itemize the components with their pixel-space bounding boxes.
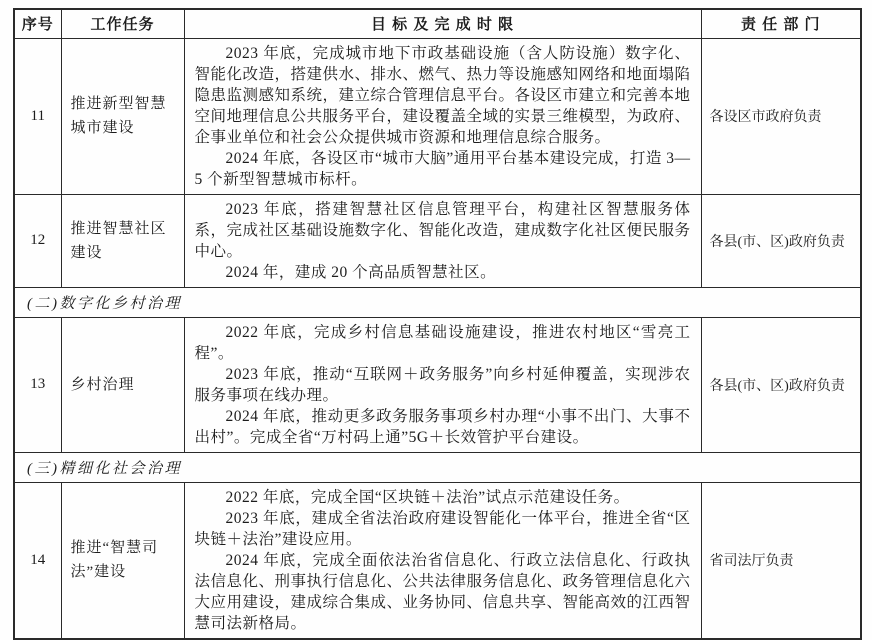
goal-text: [184, 194, 701, 287]
task-name: 乡村治理: [61, 317, 184, 452]
table-row: [14, 38, 861, 194]
goal-paragraph: 2023 年底，推动“互联网＋政务服务”向乡村延伸覆盖，实现涉农服务事项在线办理。: [194, 365, 691, 404]
table-header-row: [14, 9, 861, 38]
col-header-task: 工作任务: [61, 9, 184, 38]
goal-text: [184, 317, 701, 452]
goal-paragraph: 2022 年底，完成全国“区块链＋法治”试点示范建设任务。: [225, 488, 630, 506]
col-header-goal: 目 标 及 完 成 时 限: [184, 9, 701, 38]
goal-text: [184, 482, 701, 639]
task-name: 推进“智慧司法”建设: [61, 482, 184, 639]
responsible-dept: 省司法厅负责: [701, 482, 861, 639]
goal-text: [184, 38, 701, 194]
goal-paragraph: 2024 年底，各设区市“城市大脑”通用平台基本建设完成，打造 3—5 个新型智慧城市标杆。: [194, 149, 691, 188]
section-header-row: [14, 452, 861, 482]
goal-paragraph: 2022 年底，完成乡村信息基础设施建设，推进农村地区“雪亮工程”。: [194, 323, 691, 362]
goal-paragraph: 2023 年底，建成全省法治政府建设智能化一体平台，推进全省“区块链＋法治”建设应用。: [194, 509, 691, 548]
col-header-no: 序号: [14, 9, 61, 38]
row-number: 11: [14, 38, 61, 194]
section-header-row: [14, 287, 861, 317]
goal-paragraph: 2023 年底，完成城市地下市政基础设施（含人防设施）数字化、智能化改造，搭建供水、排水、燃气、热力等设施感知网络和地面塌陷隐患监测感知系统，建立综合管理信息平台。各设区市建立和完善本地空间地理信息公共服务平台，建设覆盖全域的实景三维模型，为政府、企事业单位和社会公众提供城市资源和地理信息综合服务。: [194, 44, 691, 146]
goal-paragraph: 2024 年，建成 20 个高品质智慧社区。: [225, 263, 497, 281]
col-header-dept: 责 任 部 门: [701, 9, 861, 38]
section-title: (二)数字化乡村治理: [14, 287, 861, 317]
row-number: 14: [14, 482, 61, 639]
responsible-dept: 各县(市、区)政府负责: [701, 317, 861, 452]
table-row: [14, 482, 861, 639]
table-row: [14, 317, 861, 452]
task-name: 推进新型智慧城市建设: [61, 38, 184, 194]
goal-paragraph: 2024 年底，完成全面依法治省信息化、行政立法信息化、行政执法信息化、刑事执行信息化、公共法律服务信息化、政务管理信息化六大应用建设，建成综合集成、业务协同、信息共享、智能高效的江西智慧司法新格局。: [194, 551, 691, 632]
row-number: 13: [14, 317, 61, 452]
table-row: [14, 194, 861, 287]
goal-paragraph: 2024 年底，推动更多政务服务事项乡村办理“小事不出门、大事不出村”。完成全省“万村码上通”5G＋长效管护平台建设。: [194, 407, 691, 446]
section-title: (三)精细化社会治理: [14, 452, 861, 482]
goal-paragraph: 2023 年底，搭建智慧社区信息管理平台，构建社区智慧服务体系，完成社区基础设施数字化、智能化改造，建成数字化社区便民服务中心。: [194, 200, 691, 260]
work-plan-table: [13, 8, 862, 640]
task-name: 推进智慧社区建设: [61, 194, 184, 287]
row-number: 12: [14, 194, 61, 287]
responsible-dept: 各设区市政府负责: [701, 38, 861, 194]
responsible-dept: 各县(市、区)政府负责: [701, 194, 861, 287]
